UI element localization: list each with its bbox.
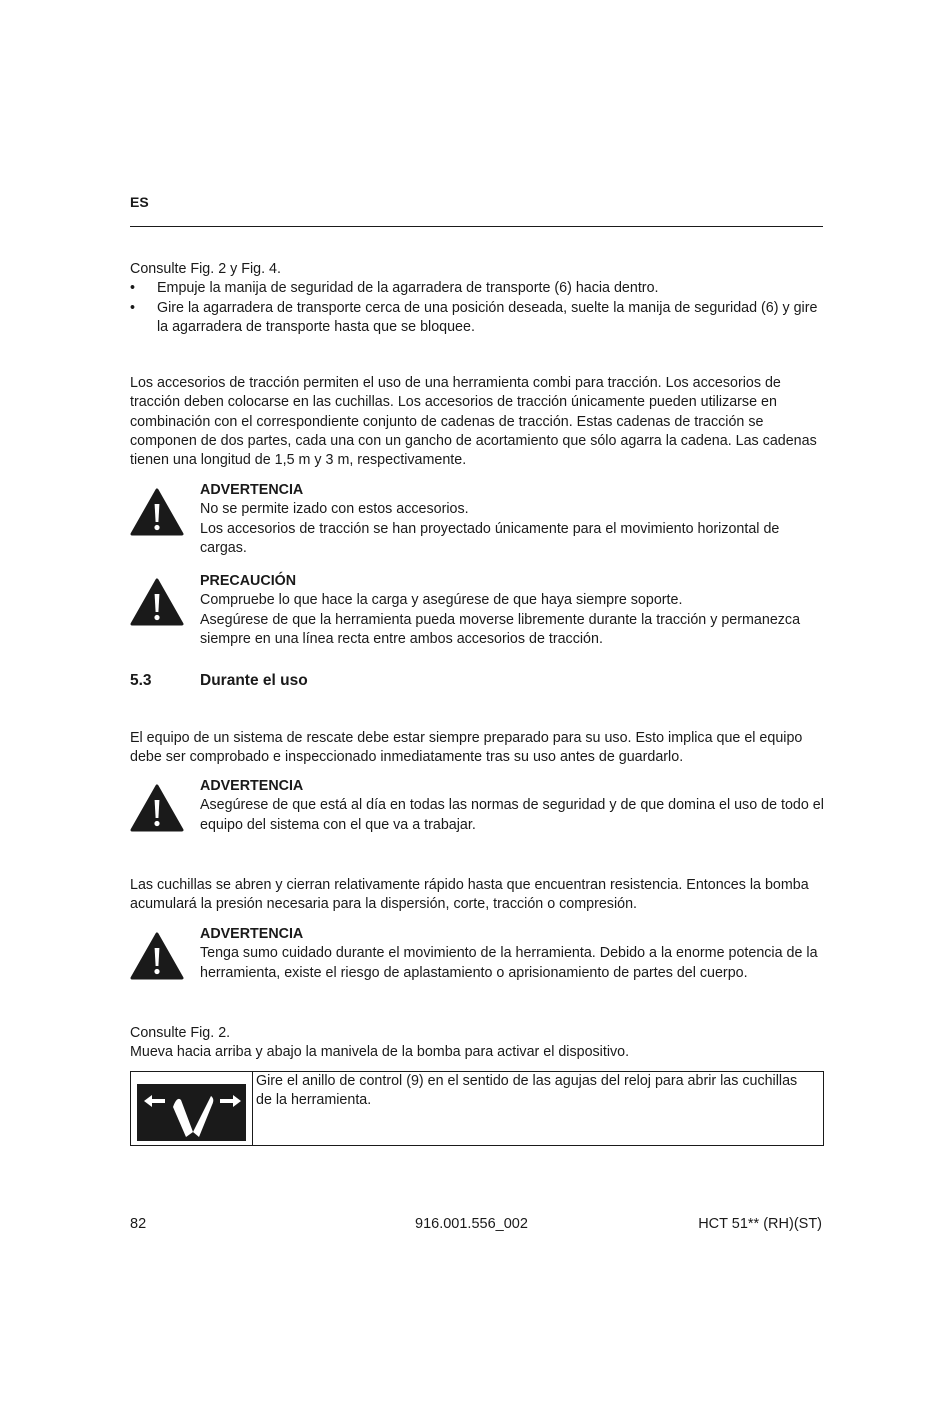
pump-instructions (130, 1024, 825, 1063)
language-code: ES (130, 194, 149, 210)
warning-line: Los accesorios de tracción se han proyectado únicamente para el movimiento horizontal de cargas. (200, 520, 780, 556)
warning-title: ADVERTENCIA (200, 926, 304, 942)
warning-triangle-icon (130, 932, 184, 980)
rescue-equipment-paragraph: El equipo de un sistema de rescate debe estar siempre preparado para su uso. Esto implica que el equipo debe ser comprobado e inspeccionado inmediatamente tras su uso antes de guardarlo. (130, 730, 803, 766)
carry-handle-instructions (130, 260, 825, 337)
warning-triangle-icon (130, 488, 184, 536)
reference-text: Consulte Fig. 2. (130, 1025, 231, 1041)
blades-open-icon (131, 1072, 252, 1145)
model-number: HCT 51** (RH)(ST) (698, 1216, 822, 1232)
bullet: • (130, 299, 136, 316)
warning-title: ADVERTENCIA (200, 482, 304, 498)
caution-title: PRECAUCIÓN (200, 573, 297, 589)
instruction-table (130, 1071, 824, 1146)
pulling-accessories-paragraph: Los accesorios de tracción permiten el uso de una herramienta combi para tracción. Los accesorios de tracción deben colocarse en las cuchillas. Los accesorios de tracción únicamente pueden utilizarse en combinación con el correspondiente conjunto de cadenas de tracción. Estas cadenas de tracción se componen de dos partes, cada una con un gancho de acortamiento que sólo agarra la cadena. Las cadenas tienen una longitud de 1,5 m y 3 m, respectivamente. (130, 375, 817, 469)
warning-line: No se permite izado con estos accesorios. (200, 501, 469, 518)
list-item-text: Empuje la manija de seguridad de la agarradera de transporte (6) hacia dentro. (157, 280, 659, 297)
instruction-text: Mueva hacia arriba y abajo la manivela de la bomba para activar el dispositivo. (130, 1044, 630, 1061)
warning-line: Asegúrese de que está al día en todas las normas de seguridad y de que domina el uso de todo el equipo del sistema con el que va a trabajar. (200, 797, 824, 833)
list-item-text: Gire la agarradera de transporte cerca de una posición deseada, suelte la manija de seguridad (6) y gire la agarradera de transporte hasta que se bloquee. (157, 299, 818, 335)
section-title: Durante el uso (200, 672, 308, 689)
list-item (130, 299, 825, 338)
table-text-cell: Gire el anillo de control (9) en el sentido de las agujas del reloj para abrir las cuchillas de la herramienta. (256, 1073, 798, 1109)
list-item (130, 279, 825, 298)
warning-line: Tenga sumo cuidado durante el movimiento de la herramienta. Debido a la enorme potencia de la herramienta, existe el riesgo de aplastamiento o aprisionamiento de partes del cuerpo. (200, 945, 818, 981)
warning-notice (200, 481, 825, 558)
warning-notice (200, 925, 825, 983)
reference-text: Consulte Fig. 2 y Fig. 4. (130, 261, 281, 277)
table-image-cell (131, 1072, 253, 1145)
section-heading (130, 672, 308, 690)
bullet: • (130, 280, 136, 297)
section-number: 5.3 (130, 672, 152, 689)
caution-notice (200, 572, 825, 649)
blades-paragraph: Las cuchillas se abren y cierran relativamente rápido hasta que encuentran resistencia. Entonces la bomba acumulará la presión necesaria para la dispersión, corte, tracción o compresión. (130, 877, 809, 913)
page-number: 82 (130, 1216, 147, 1232)
caution-line: Asegúrese de que la herramienta pueda moverse libremente durante la tracción y permanezca siempre en una línea recta entre ambos accesorios de tracción. (200, 611, 801, 647)
warning-title: ADVERTENCIA (200, 778, 304, 794)
caution-triangle-icon (130, 578, 184, 626)
warning-triangle-icon (130, 784, 184, 832)
document-number: 916.001.556_002 (415, 1216, 528, 1232)
caution-line: Compruebe lo que hace la carga y asegúrese de que haya siempre soporte. (200, 592, 683, 609)
header-divider (130, 226, 823, 227)
warning-notice (200, 777, 825, 835)
